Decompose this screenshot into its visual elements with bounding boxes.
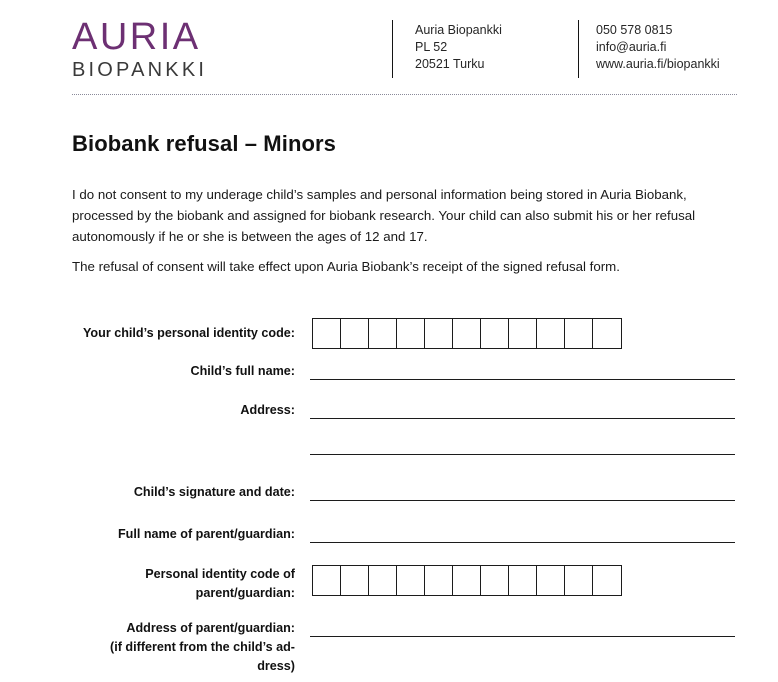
id-code-cell[interactable] bbox=[565, 566, 593, 595]
input-guardian-full-name[interactable] bbox=[310, 542, 735, 543]
consent-paragraph-secondary: The refusal of consent will take effect upon Auria Biobank’s receipt of the signed refusal form. bbox=[72, 259, 620, 274]
consent-paragraph-primary: I do not consent to my underage child’s samples and personal information being stored in Auria Biobank, processed by the biobank and assigned for biobank research. Your child can also submit his or her refusal autonomously if he or she is between the ages of 12 and 17. bbox=[72, 187, 696, 244]
id-code-cell[interactable] bbox=[453, 319, 481, 348]
header-address-block bbox=[415, 22, 502, 73]
contact-line-phone: 050 578 0815 bbox=[596, 23, 673, 37]
id-code-cell[interactable] bbox=[425, 319, 453, 348]
id-code-cell[interactable] bbox=[369, 319, 397, 348]
label-child-signature-date: Child’s signature and date: bbox=[133, 485, 295, 499]
contact-line-email: info@auria.fi bbox=[596, 40, 667, 54]
id-code-cell[interactable] bbox=[565, 319, 593, 348]
id-code-cell[interactable] bbox=[369, 566, 397, 595]
label-guardian-address-line2: (if different from the child’s ad- bbox=[110, 640, 295, 654]
label-child-address: Address: bbox=[240, 403, 295, 417]
id-code-cell[interactable] bbox=[453, 566, 481, 595]
header-divider-second bbox=[578, 20, 579, 78]
header-dotted-rule bbox=[72, 94, 737, 95]
input-child-address-line2[interactable] bbox=[310, 454, 735, 455]
input-child-full-name[interactable] bbox=[310, 379, 735, 380]
id-code-cell[interactable] bbox=[481, 566, 509, 595]
logo-wordmark-biopankki: BIOPANKKI bbox=[72, 59, 208, 81]
id-code-cell[interactable] bbox=[537, 319, 565, 348]
id-code-cell[interactable] bbox=[481, 319, 509, 348]
label-guardian-id-code bbox=[72, 565, 295, 603]
id-code-cell[interactable] bbox=[313, 566, 341, 595]
label-guardian-address-line1: Address of parent/guardian: bbox=[126, 621, 295, 635]
id-code-cell[interactable] bbox=[593, 566, 621, 595]
id-code-cell[interactable] bbox=[341, 319, 369, 348]
logo-wordmark-auria: AURIA bbox=[72, 16, 201, 58]
contact-line-website: www.auria.fi/biopankki bbox=[596, 57, 720, 71]
id-code-cell[interactable] bbox=[509, 319, 537, 348]
header-divider-first bbox=[392, 20, 393, 78]
address-line-organization: Auria Biopankki bbox=[415, 23, 502, 37]
label-guardian-address bbox=[72, 619, 295, 676]
id-code-cell[interactable] bbox=[425, 566, 453, 595]
input-guardian-address[interactable] bbox=[310, 636, 735, 637]
label-guardian-address-line3: dress) bbox=[257, 659, 295, 673]
input-child-id-code-grid[interactable] bbox=[312, 318, 622, 349]
header-contact-block bbox=[596, 22, 720, 73]
auria-biopankki-logo bbox=[72, 18, 252, 80]
document-header bbox=[0, 0, 778, 95]
label-guardian-id-code-line2: parent/guardian: bbox=[195, 586, 295, 600]
id-code-cell[interactable] bbox=[593, 319, 621, 348]
address-line-pobox: PL 52 bbox=[415, 40, 448, 54]
label-child-full-name: Child’s full name: bbox=[190, 364, 295, 378]
input-guardian-id-code-grid[interactable] bbox=[312, 565, 622, 596]
id-code-cell[interactable] bbox=[397, 566, 425, 595]
id-code-cell[interactable] bbox=[313, 319, 341, 348]
id-code-cell[interactable] bbox=[509, 566, 537, 595]
page-title: Biobank refusal – Minors bbox=[72, 131, 337, 156]
input-child-address[interactable] bbox=[310, 418, 735, 419]
label-guardian-id-code-line1: Personal identity code of bbox=[145, 567, 295, 581]
id-code-cell[interactable] bbox=[397, 319, 425, 348]
id-code-cell[interactable] bbox=[537, 566, 565, 595]
address-line-city: 20521 Turku bbox=[415, 57, 485, 71]
id-code-cell[interactable] bbox=[341, 566, 369, 595]
input-child-signature-date[interactable] bbox=[310, 500, 735, 501]
label-guardian-full-name: Full name of parent/guardian: bbox=[117, 527, 295, 541]
label-child-id-code: Your child’s personal identity code: bbox=[82, 326, 295, 340]
